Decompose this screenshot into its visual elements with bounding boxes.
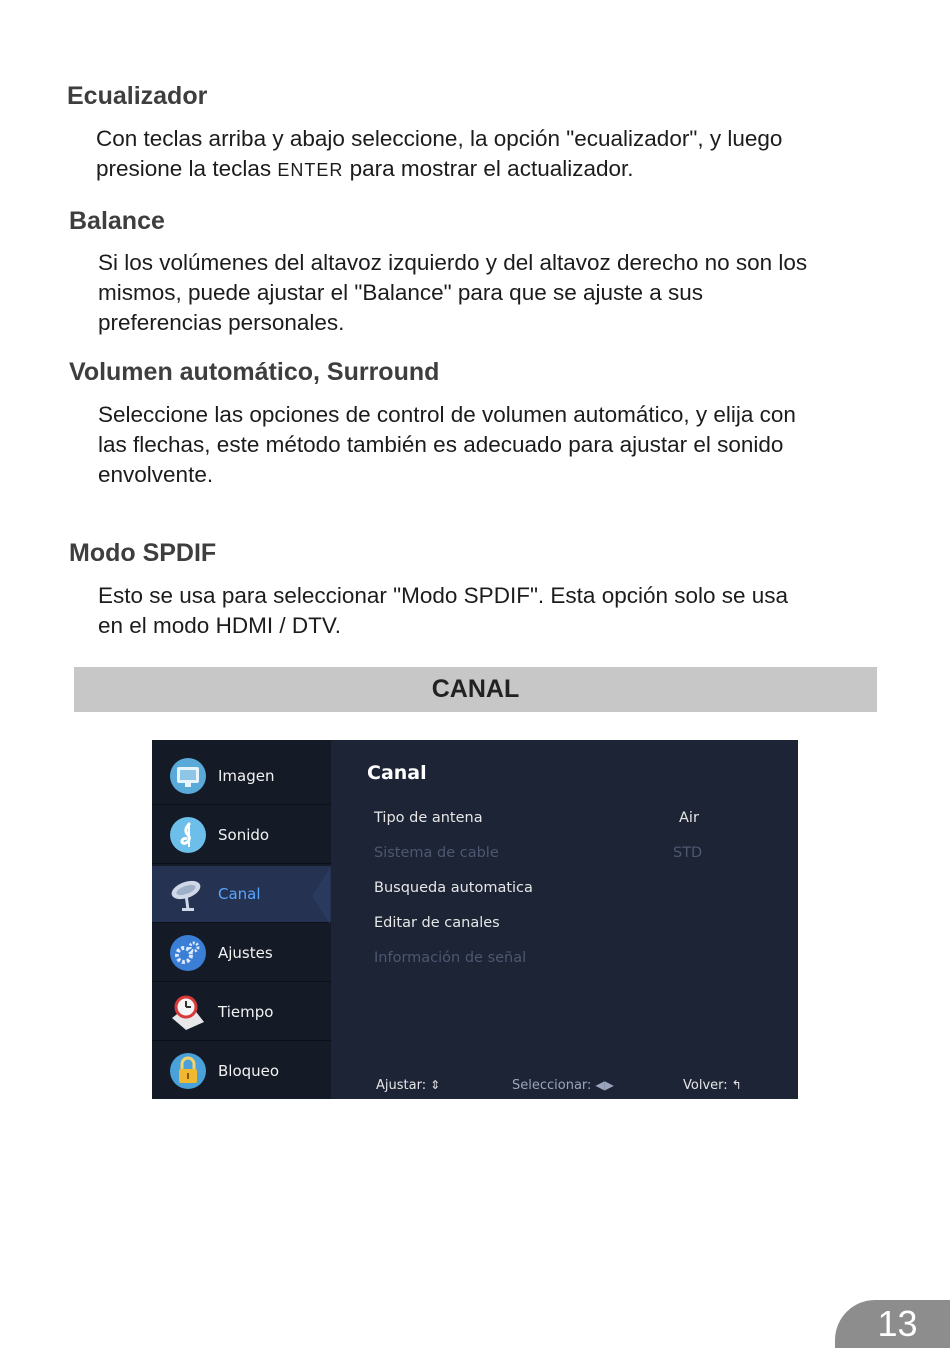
padlock-icon [168, 1051, 208, 1091]
tv-sidebar [152, 740, 331, 1099]
paragraph-ecualizador [96, 124, 782, 185]
paragraph-line: para mostrar el actualizador. [343, 156, 634, 181]
paragraph-line: envolvente. [98, 462, 214, 487]
enter-key-label: ENTER [277, 160, 344, 180]
return-arrow-icon: ↰ [731, 1078, 742, 1092]
menu-row-informacion-de-senal: Información de señal [374, 950, 527, 966]
paragraph-line: en el modo HDMI / DTV. [98, 613, 342, 638]
paragraph-line: presione la teclas [96, 156, 278, 181]
sidebar-item-label: Canal [218, 885, 261, 903]
footer-select-hint [512, 1078, 614, 1093]
page-number: 13 [877, 1303, 918, 1344]
heading-modo-spdif: Modo SPDIF [69, 539, 217, 567]
menu-row-busqueda-automatica[interactable]: Busqueda automatica [374, 880, 533, 896]
heading-volumen: Volumen automático, Surround [69, 358, 440, 386]
section-banner [74, 667, 877, 712]
menu-value-tipo-de-antena: Air [679, 810, 699, 826]
sidebar-item-bloqueo[interactable] [152, 1043, 331, 1099]
active-indicator-arrow [312, 868, 330, 924]
picture-icon [168, 756, 208, 796]
paragraph-modo-spdif [98, 581, 788, 641]
paragraph-volumen [98, 400, 796, 490]
sidebar-item-label: Ajustes [218, 944, 273, 962]
sidebar-item-label: Imagen [218, 767, 275, 785]
paragraph-balance [98, 248, 807, 338]
footer-back-label: Volver: [683, 1078, 728, 1093]
menu-row-editar-de-canales[interactable]: Editar de canales [374, 915, 500, 931]
footer-adjust-hint [376, 1078, 440, 1093]
left-right-arrows-icon: ◀▶ [595, 1078, 614, 1092]
sidebar-item-sonido[interactable] [152, 807, 331, 864]
footer-select-label: Seleccionar: [512, 1078, 592, 1093]
menu-row-tipo-de-antena[interactable]: Tipo de antena [374, 810, 483, 826]
menu-row-sistema-de-cable: Sistema de cable [374, 845, 499, 861]
sidebar-item-tiempo[interactable] [152, 984, 331, 1041]
up-down-arrows-icon: ⇕ [430, 1078, 441, 1092]
paragraph-line: Seleccione las opciones de control de volumen automático, y elija con [98, 402, 796, 427]
heading-balance: Balance [69, 207, 165, 235]
sidebar-item-label: Bloqueo [218, 1062, 280, 1080]
footer-adjust-label: Ajustar: [376, 1078, 427, 1093]
paragraph-line: las flechas, este método también es adecuado para ajustar el sonido [98, 432, 784, 457]
gear-icon [168, 933, 208, 973]
footer-back-hint [683, 1078, 742, 1093]
banner-title: CANAL [431, 675, 520, 703]
paragraph-line: Esto se usa para seleccionar "Modo SPDIF". Esta opción solo se usa [98, 583, 789, 608]
satellite-dish-icon [168, 874, 208, 914]
sidebar-item-label: Sonido [218, 826, 270, 844]
paragraph-line: Si los volúmenes del altavoz izquierdo y del altavoz derecho no son los [98, 250, 808, 275]
sidebar-item-label: Tiempo [218, 1003, 274, 1021]
paragraph-line: preferencias personales. [98, 310, 345, 335]
music-note-icon [168, 815, 208, 855]
heading-ecualizador: Ecualizador [67, 82, 208, 110]
tv-menu-screenshot [152, 740, 798, 1099]
paragraph-line: mismos, puede ajustar el "Balance" para que se ajuste a sus [98, 280, 704, 305]
page-number-tab [835, 1300, 950, 1348]
sidebar-item-imagen[interactable] [152, 748, 331, 805]
clock-icon [168, 992, 208, 1032]
sidebar-item-canal[interactable] [152, 866, 331, 923]
sidebar-item-ajustes[interactable] [152, 925, 331, 982]
tv-menu-title: Canal [367, 762, 427, 784]
paragraph-line: Con teclas arriba y abajo seleccione, la opción "ecualizador", y luego [96, 126, 783, 151]
menu-value-sistema-de-cable: STD [673, 845, 703, 861]
